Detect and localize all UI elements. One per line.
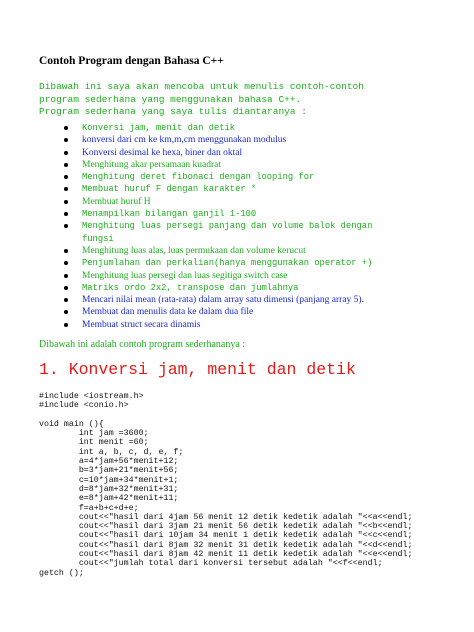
list-item (39, 171, 469, 183)
intro-paragraph (39, 81, 459, 119)
code-line: b=3*jam+21*menit+56; (39, 466, 179, 476)
list-item (39, 306, 469, 318)
code-line: int menit =60; (39, 438, 149, 448)
code-line: f=a+b+c+d+e; (39, 503, 139, 513)
list-item-text: Menghitung luas persegi panjang dan volume balok dengan (82, 221, 373, 232)
bullet-icon (64, 249, 68, 253)
intro-line: Dibawah ini saya akan mencoba untuk menulis contoh-contoh (39, 81, 364, 92)
list-item-text: Konversi desimal ke hexa, biner dan oktal (82, 147, 243, 158)
list-item (39, 233, 469, 245)
bullet-icon (64, 187, 68, 191)
document-title: Contoh Program dengan Bahasa C++ (39, 55, 224, 67)
list-item-text: Menghitung deret fibonaci dengan looping for (82, 172, 315, 183)
bullet-icon (64, 138, 68, 142)
section-heading: 1. Konversi jam, menit dan detik (39, 360, 356, 379)
code-line: cout<<"hasil dari 8jam 32 menit 31 detik kedetik adalah "<<d<<endl; (39, 540, 413, 550)
list-item (39, 270, 469, 282)
list-item (39, 147, 469, 159)
list-item-text: Konversi jam, menit dan detik (82, 123, 236, 133)
code-line: int a, b, c, d, e, f; (39, 447, 184, 457)
list-item-text: Menghitung akar persamaan kuadrat (82, 159, 222, 170)
bullet-icon (64, 163, 68, 167)
code-line: d=8*jam+32*menit+31; (39, 484, 179, 494)
code-line: void main (){ (39, 419, 104, 429)
code-line: cout<<"hasil dari 3jam 21 menit 56 detik kedetik adalah "<<b<<endl; (39, 522, 413, 532)
bullet-icon (64, 212, 68, 216)
list-item-text: Membuat huruf F dengan karakter * (82, 184, 257, 195)
list-item (39, 245, 469, 257)
list-item (39, 319, 469, 331)
bullet-icon (64, 126, 68, 130)
code-line: e=8*jam+42*menit+11; (39, 494, 179, 504)
list-item-text: Membuat dan menulis data ke dalam dua file (82, 307, 254, 318)
list-item (39, 257, 469, 269)
list-item-text: Matriks ordo 2x2, transpose dan jumlahnya (82, 282, 299, 293)
code-line: int jam =3600; (39, 429, 149, 439)
bullet-icon (64, 175, 68, 179)
bullet-icon (64, 298, 68, 302)
bullet-icon (64, 224, 68, 228)
list-item-text: Menghitung luas persegi dan luas segitiga switch case (82, 270, 288, 281)
code-line: c=10*jam+34*menit+1; (39, 475, 179, 485)
list-item (39, 282, 469, 294)
program-list (39, 122, 469, 331)
intro-line: program sederhana yang menggunakan bahasa C++. (39, 93, 302, 105)
code-line (39, 411, 469, 420)
bullet-icon (64, 323, 68, 327)
list-item (39, 196, 469, 208)
list-item (39, 208, 469, 220)
list-item-text: fungsi (82, 233, 114, 244)
code-line: cout<<"hasil dari 4jam 56 menit 12 detik kedetik adalah "<<a<<endl; (39, 512, 413, 522)
list-item (39, 294, 469, 306)
list-item (39, 122, 469, 134)
bullet-icon (64, 310, 68, 314)
list-item-text: Penjumlahan dan perkalian(hanya menggunakan operator +) (82, 258, 373, 269)
bullet-icon (64, 200, 68, 204)
list-item-text: Mencari nilai mean (rata-rata) dalam array satu dimensi (panjang array 5). (82, 295, 364, 306)
bullet-icon (64, 151, 68, 155)
list-item-text: konversi dari cm ke km,m,cm menggunakan modulus (82, 135, 287, 146)
list-item (39, 220, 469, 232)
list-item (39, 159, 469, 171)
code-line: cout<<"hasil dari 10jam 34 menit 1 detik kedetik adalah "<<c<<endl; (39, 531, 413, 541)
code-line: #include <conio.h> (39, 401, 129, 411)
list-item-text: Menampilkan bilangan ganjil 1-100 (82, 209, 257, 220)
bullet-icon (64, 274, 68, 278)
bullet-icon (64, 286, 68, 290)
code-line: #include <iostream.h> (39, 392, 144, 401)
code-line: a=4*jam+56*menit+12; (39, 457, 179, 467)
subheading: Dibawah ini adalah contoh program sederhananya : (39, 339, 246, 350)
intro-line: Program sederhana yang saya tulis diantaranya : (39, 106, 307, 118)
list-item (39, 134, 469, 146)
code-line: cout<<"hasil dari 8jam 42 menit 11 detik kedetik adalah "<<e<<endl; (39, 550, 413, 560)
code-block (39, 392, 469, 578)
list-item (39, 183, 469, 195)
code-line: getch (); (39, 568, 84, 578)
bullet-icon (64, 261, 68, 265)
list-item-text: Menghitung luas alas, luas permukaan dan volume kerucut (82, 245, 306, 256)
list-item-text: Membuat huruf H (82, 196, 151, 207)
code-line: cout<<"jumlah total dari konversi tersebut adalah "<<f<<endl; (39, 559, 383, 569)
list-item-text: Membuat struct secara dinamis (82, 319, 201, 330)
